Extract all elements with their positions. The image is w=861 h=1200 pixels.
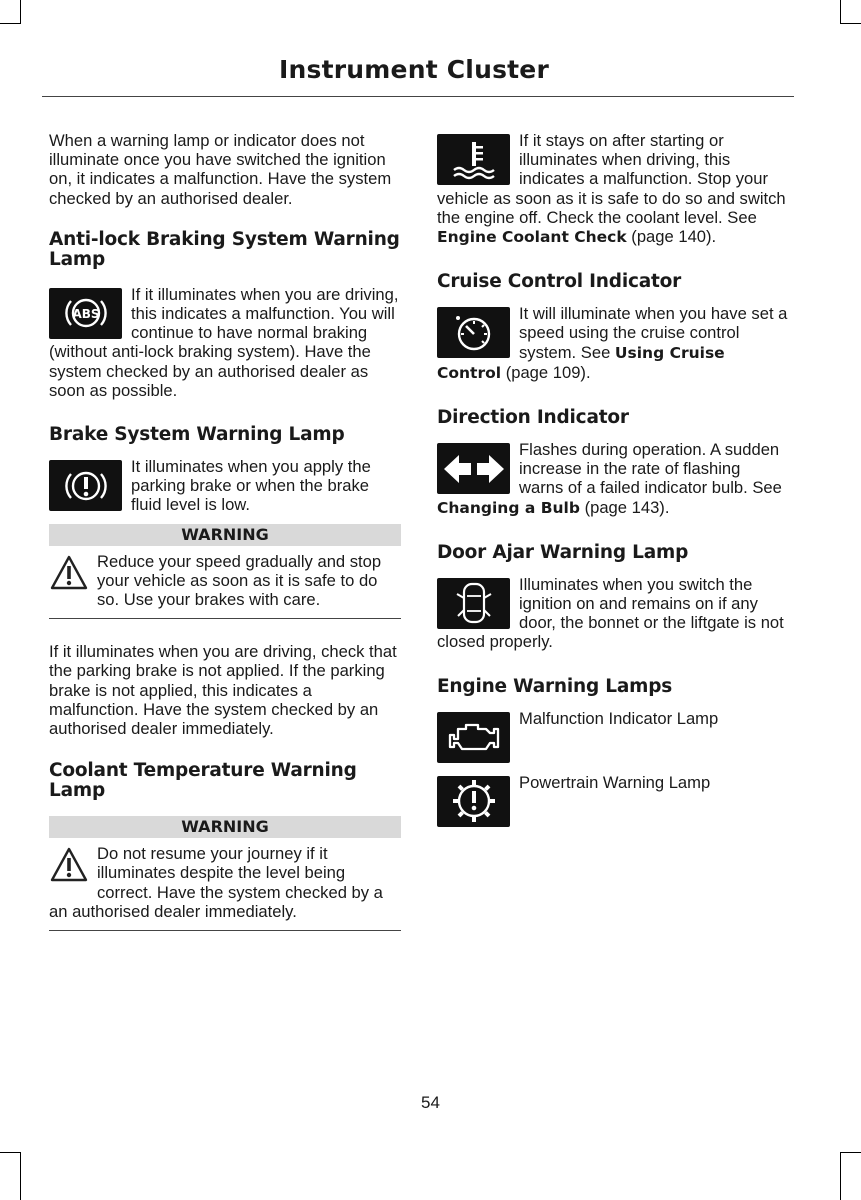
- warning-title: WARNING: [49, 816, 401, 838]
- abs-section: [49, 285, 401, 400]
- door-heading: Door Ajar Warning Lamp: [437, 541, 689, 563]
- direction-arrows-icon: [437, 443, 510, 494]
- brake-followup-paragraph: If it illuminates when you are driving, check that the parking brake is not applied. If the parking brake is not applied, this indicates a malfunction. Have the system checked by an authorised dealer immediately.: [49, 642, 397, 739]
- powertrain-gear-icon: [437, 776, 510, 827]
- coolant-temperature-icon: [437, 134, 510, 185]
- intro-paragraph: When a warning lamp or indicator does not illuminate once you have switched the ignition on, it indicates a malfunction. Have the system checked by an authorised dealer.: [49, 131, 392, 208]
- brake-heading: Brake System Warning Lamp: [49, 424, 345, 446]
- cruise-heading: Cruise Control Indicator: [437, 271, 682, 293]
- ptw-section: [437, 773, 789, 830]
- page-title: Instrument Cluster: [279, 55, 549, 84]
- mil-section: [437, 709, 789, 766]
- cruise-section: [437, 304, 789, 383]
- crop-mark: [841, 1152, 861, 1153]
- speedometer-icon: [437, 307, 510, 358]
- cruise-text-body: It will illuminate when you have set a speed using the cruise control system. See: [519, 304, 788, 362]
- door-section: [437, 575, 789, 652]
- crop-mark: [841, 23, 861, 24]
- title-divider: [42, 96, 794, 97]
- left-column: [49, 131, 401, 931]
- direction-text-body: Flashes during operation. A sudden increase in the rate of flashing warns of a failed indicator bulb. See: [519, 440, 782, 498]
- brake-warning-box: [49, 524, 401, 620]
- crop-mark: [0, 1152, 20, 1153]
- coolant-warning-box: [49, 816, 401, 931]
- crop-mark: [840, 0, 841, 24]
- abs-warning-icon: [49, 288, 122, 339]
- right-column: [437, 131, 789, 830]
- direction-heading: Direction Indicator: [437, 407, 629, 429]
- crop-mark: [20, 1152, 21, 1200]
- warning-triangle-icon: [49, 554, 89, 592]
- coolant-xref-link[interactable]: Engine Coolant Check: [437, 228, 627, 247]
- ptw-text: Powertrain Warning Lamp: [519, 772, 711, 792]
- coolant-warning-text: Do not resume your journey if it illuminates despite the level being correct. Have the system checked by a an authorised dealer immediately.: [49, 844, 383, 921]
- direction-section: [437, 440, 789, 518]
- direction-page-ref: (page 143).: [579, 497, 670, 517]
- coolant-heading: Coolant Temperature Warning Lamp: [49, 760, 357, 802]
- cruise-page-ref: (page 109).: [501, 362, 591, 382]
- direction-xref-link[interactable]: Changing a Bulb: [437, 498, 580, 517]
- page-number: 54: [421, 1093, 440, 1112]
- mil-text: Malfunction Indicator Lamp: [519, 708, 719, 728]
- engine-heading: Engine Warning Lamps: [437, 675, 673, 697]
- crop-mark: [0, 23, 20, 24]
- svg-text:ABS: ABS: [71, 307, 100, 322]
- abs-text: If it illuminates when you are driving, this indicates a malfunction. You will continue to have normal braking (without anti-lock braking system). Have the system checked by an authorised dealer as soon as possible.: [49, 284, 399, 400]
- crop-mark: [840, 1152, 841, 1200]
- brake-warning-icon: [49, 460, 122, 511]
- engine-icon: [437, 712, 510, 763]
- abs-heading: Anti-lock Braking System Warning Lamp: [49, 228, 400, 270]
- warning-triangle-icon: [49, 846, 89, 884]
- door-ajar-icon: [437, 578, 510, 629]
- coolant-page-ref: (page 140).: [626, 227, 717, 247]
- brake-section: [49, 457, 401, 515]
- brake-warning-text: Reduce your speed gradually and stop your vehicle as soon as it is safe to do so. Use your brakes with care.: [97, 551, 382, 610]
- door-text: Illuminates when you switch the ignition on and remains on if any door, the bonnet or the liftgate is not closed properly.: [437, 574, 784, 652]
- warning-title: WARNING: [49, 524, 401, 546]
- coolant-section: [437, 131, 789, 247]
- cruise-xref-link[interactable]: Using Cruise Control: [437, 343, 725, 382]
- brake-text: It illuminates when you apply the parking brake or when the brake fluid level is low.: [131, 457, 371, 515]
- coolant-text-body: If it stays on after starting or illuminates when driving, this indicates a malfunction. Stop your vehicle as soon as it is safe to do so and switch the engine off. Check the coolant level. See: [437, 131, 786, 227]
- crop-mark: [20, 0, 21, 24]
